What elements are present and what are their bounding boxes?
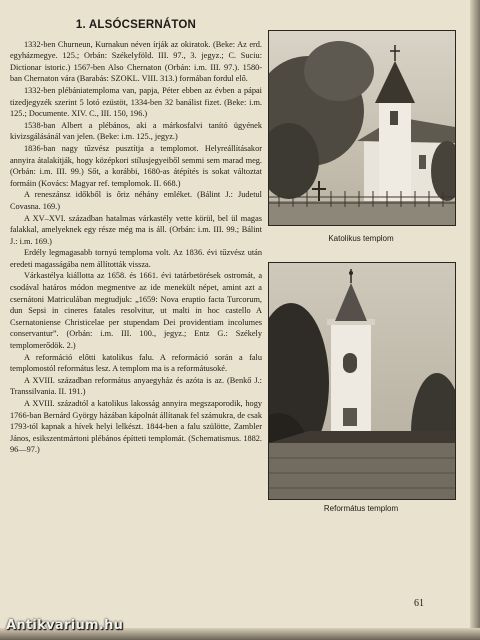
paragraph: Erdély legmagasabb tornyú temploma volt. Az 1836. évi tűzvész után eredeti magasságába nem állították vissza. — [10, 248, 262, 269]
paragraph: 1836-ban nagy tűzvész pusztítja a templomot. Helyreállításakor annyira átalakítják, hogy középkori stílusjegyeiből semmi sem marad meg. (Orbán: i.m. III. 99.) Sőt, a korábbi, 1680-as átépítés is sokat változtat formáin (Kovács: Magyar ref. templomok. II. 668.) — [10, 143, 262, 188]
paragraph: 1332-ben plébániatemploma van, papja, Péter ebben az évben a pápai tizedjegyzék szerint 5 lotó ezüstöt, 1334-ben 32 banálist fizet. (Beke: i.m. 125.; Documente. XIV. C., III. 150, 196.) — [10, 85, 262, 119]
article-text-column — [10, 20, 262, 456]
catholic-church-illustration — [269, 31, 455, 225]
catholic-church-photo — [268, 30, 456, 226]
paragraph: A reformáció előtti katolikus falu. A reformáció során a falu templomostól református lesz. A templom ma is a reformátusoké. — [10, 352, 262, 374]
page-edge-shadow — [470, 0, 480, 640]
watermark: Antikvarium.hu — [6, 618, 124, 633]
reformed-church-photo — [268, 262, 456, 500]
paragraph: Várkastélya kiállotta az 1658. és 1661. évi tatárbetörések ostromát, a csodával határos módon megmentve az ide menekült népet, amint azt a csernátoni Matriculában megtudjuk: „1659: Nova eruptio facta Turcorum, dun Sepsi in cineres fatales resolvitur, ut malti in hoc castello A Csernatoniense Christicelae per stupendam Dei providentiam incolumes conservantur”. (Orbán: i.m. III. 100., jegyz.; Entz G.: Székely templomerődök. 2.) — [10, 271, 262, 351]
paragraph: A reneszánsz időkből is őriz néhány emléket. (Bálint J.: Judetul Covasna. 169.) — [10, 190, 262, 211]
section-heading: 1. ALSÓCSERNÁTON — [75, 19, 197, 31]
reformed-church-illustration — [269, 263, 455, 499]
paragraph: 1538-ban Albert a plébános, aki a márkosfalvi tanító ügyének kivizsgálásánál van jelen. (Beke: i.m. 125., jegyz.) — [10, 120, 262, 142]
paragraph: A XV–XVI. században hatalmas várkastély vette körül, bel ül magas falakkal, amelyeknek egy része még ma is áll. (Orbán: i.m. III. 99.; Bálint J.: i.m. 169.) — [10, 213, 262, 246]
page-number: 61 — [414, 598, 424, 609]
paragraph: 1332-ben Churneun, Kurnakun néven írják az okiratok. (Beke: Az erd. egyházmegye. 125.; Orbán: Székelyföld. III. 97., 3. jegyz.; C. Suciu: Dictionar istoric.) 1567-ben Also Chernaton (Orbán: i.m. III. 97.). 1580-ban Chernaton vára (Barabás: SZOKL. VIII. 313.) formában fordul elő. — [10, 39, 262, 84]
catholic-church-caption: Katolikus templom — [328, 234, 394, 243]
reformed-church-caption: Református templom — [323, 504, 399, 513]
paragraph: A XVIII. században református anyaegyház és azóta is az. (Benkő J.: Transsilvania. II. 191.) — [10, 375, 262, 397]
paragraph: A XVIII. századtól a katolikus lakosság annyira megszaporodik, hogy 1766-ban Bernárd György házában kápolnát állítanak fel számukra, de csak 1793-tól kapnak a hívek helyi lelkészt. 1844-ben a falu szülötte, Zambler János, esikszentmártoni plébános építteti templomát. (Schematismus. 1882. 96—97.) — [10, 399, 262, 455]
